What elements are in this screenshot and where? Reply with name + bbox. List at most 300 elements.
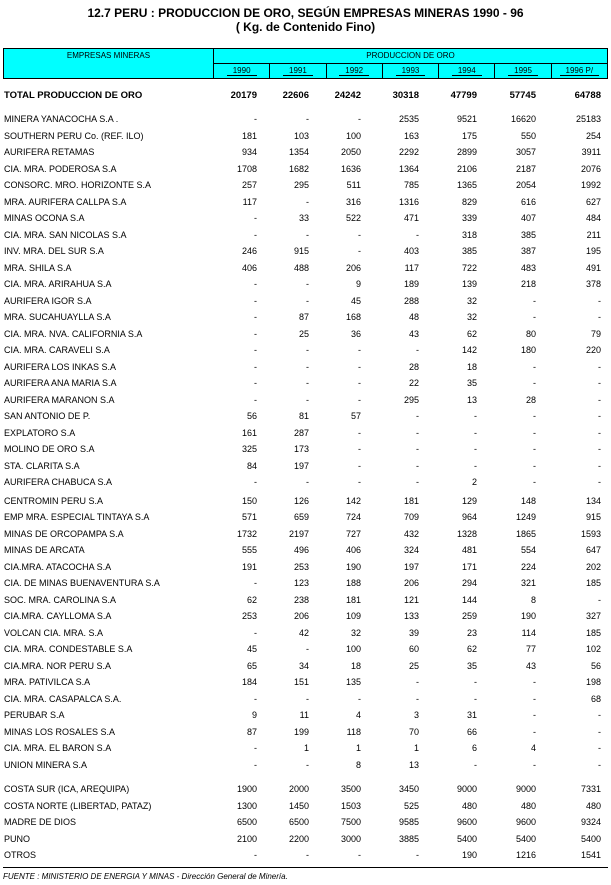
header-production: PRODUCCION DE ORO (214, 49, 607, 64)
value-cell: 4 (530, 743, 536, 753)
value-cell: - (358, 460, 361, 471)
company-name: CIA.MRA. NOR PERU S.A (4, 660, 112, 671)
company-name: AURIFERA CHABUCA S.A (4, 477, 113, 487)
value-cell: - (598, 477, 601, 487)
table-row (3, 327, 608, 343)
company-name: SOUTHERN PERU Co. (REF. ILO) (4, 130, 144, 141)
value-cell: - (598, 460, 601, 471)
table-row (3, 815, 608, 831)
value-cell: 1900 (236, 784, 257, 794)
value-cell: 133 (403, 611, 419, 621)
company-name: CONSORC. MRO. HORIZONTE S.A (4, 180, 152, 190)
value-cell: 253 (241, 611, 257, 621)
value-cell: - (306, 279, 309, 289)
value-cell: 43 (525, 660, 536, 671)
value-cell: 488 (293, 262, 309, 273)
value-cell: 134 (585, 495, 601, 506)
value-cell: 3885 (398, 833, 419, 844)
value-cell: - (474, 444, 477, 454)
value-cell: - (533, 477, 536, 487)
company-name: VOLCAN CIA. MRA. S.A (4, 627, 104, 638)
table-row (3, 277, 608, 293)
value-cell: - (533, 710, 536, 720)
value-cell: 9600 (515, 817, 536, 827)
company-name: AURIFERA ANA MARIA S.A (4, 378, 117, 388)
company-name: SOC. MRA. CAROLINA S.A (4, 594, 117, 605)
value-cell: 1316 (398, 196, 419, 207)
table-row (3, 708, 608, 724)
value-cell: 7500 (340, 817, 361, 827)
value-cell: - (306, 378, 309, 388)
value-cell: - (358, 345, 361, 355)
value-cell: - (254, 114, 257, 124)
value-cell: - (306, 693, 309, 704)
value-cell: 184 (241, 677, 257, 687)
value-cell: - (358, 246, 361, 256)
company-name: AURIFERA MARANON S.A (4, 394, 115, 405)
table-row (3, 626, 608, 642)
value-cell: 2899 (456, 147, 477, 157)
company-name: PUNO (4, 833, 31, 844)
value-cell: - (533, 693, 536, 704)
value-cell: - (533, 295, 536, 306)
value-cell: 121 (403, 594, 419, 605)
value-cell: - (416, 850, 419, 860)
value-cell: 324 (403, 545, 419, 555)
value-cell: - (416, 444, 419, 454)
value-cell: 1992 (580, 180, 601, 190)
value-cell: 407 (520, 213, 536, 223)
value-cell: - (533, 378, 536, 388)
total-row (3, 88, 608, 104)
table-row (3, 145, 608, 161)
value-cell: 321 (520, 578, 536, 588)
value-cell: 555 (241, 545, 257, 555)
value-cell: 3 (413, 710, 419, 720)
value-cell: 18 (350, 660, 361, 671)
value-cell: 432 (403, 528, 419, 539)
table-row (3, 112, 608, 128)
value-cell: - (306, 477, 309, 487)
company-name: EXPLATORO S.A (4, 427, 76, 438)
source-note: FUENTE : MINISTERIO DE ENERGIA Y MINAS - Dirección General de Minería. (3, 872, 288, 881)
value-cell: - (474, 759, 477, 770)
value-cell: 32 (350, 627, 361, 638)
table-row (3, 195, 608, 211)
value-cell: 22606 (282, 90, 309, 101)
company-name: CIA. MRA. CARAVELI S.A (4, 345, 110, 355)
value-cell: 722 (461, 262, 477, 273)
table-row (3, 593, 608, 609)
value-cell: 220 (585, 345, 601, 355)
table-row (3, 642, 608, 658)
value-cell: 1300 (236, 800, 257, 811)
value-cell: - (306, 114, 309, 124)
table-row (3, 741, 608, 757)
value-cell: 785 (403, 180, 419, 190)
company-name: OTROS (4, 850, 37, 860)
value-cell: 318 (461, 229, 477, 240)
value-cell: 23 (466, 627, 477, 638)
value-cell: 259 (461, 611, 477, 621)
value-cell: - (254, 394, 257, 405)
company-name: INV. MRA. DEL SUR S.A (4, 246, 104, 256)
value-cell: 5400 (456, 833, 477, 844)
value-cell: 1593 (580, 528, 601, 539)
table-row (3, 510, 608, 526)
value-cell: 2076 (580, 163, 601, 174)
value-cell: 199 (293, 726, 309, 737)
value-cell: 65 (246, 660, 257, 671)
value-cell: 163 (403, 130, 419, 141)
value-cell: - (358, 477, 361, 487)
header-years (214, 64, 607, 78)
table-row (3, 543, 608, 559)
value-cell: 151 (293, 677, 309, 687)
value-cell: 42 (298, 627, 309, 638)
company-name: MRA. PATIVILCA S.A (4, 677, 91, 687)
value-cell: - (598, 394, 601, 405)
value-cell: 2187 (515, 163, 536, 174)
value-cell: 287 (293, 427, 309, 438)
value-cell: 2100 (236, 833, 257, 844)
page-subtitle: ( Kg. de Contenido Fino) (235, 20, 376, 34)
value-cell: 100 (345, 130, 361, 141)
value-cell: 1541 (580, 850, 601, 860)
value-cell: - (416, 345, 419, 355)
value-cell: 190 (520, 611, 536, 621)
value-cell: 5400 (515, 833, 536, 844)
value-cell: 294 (461, 578, 477, 588)
value-cell: 118 (346, 726, 361, 737)
value-cell: 198 (585, 677, 601, 687)
value-cell: 385 (520, 229, 536, 240)
value-cell: - (254, 345, 257, 355)
value-cell: 647 (585, 545, 601, 555)
value-cell: - (306, 644, 309, 654)
value-cell: 31 (466, 710, 477, 720)
value-cell: 33 (298, 213, 309, 223)
value-cell: 28 (525, 394, 536, 405)
table-row (3, 692, 608, 708)
value-cell: 387 (520, 246, 536, 256)
company-name: TOTAL PRODUCCION DE ORO (4, 90, 143, 101)
value-cell: - (358, 693, 361, 704)
value-cell: 253 (293, 561, 309, 572)
table-row (3, 848, 608, 864)
table-row (3, 758, 608, 774)
value-cell: 135 (345, 677, 361, 687)
value-cell: 471 (403, 213, 419, 223)
value-cell: 385 (461, 246, 477, 256)
value-cell: 185 (585, 627, 601, 638)
value-cell: 32 (466, 295, 477, 306)
value-cell: - (306, 759, 309, 770)
value-cell: 197 (403, 561, 419, 572)
value-cell: 288 (403, 295, 419, 306)
value-cell: 62 (246, 594, 257, 605)
value-cell: 211 (586, 229, 601, 240)
value-cell: 25183 (575, 114, 601, 124)
value-cell: 206 (345, 262, 361, 273)
company-name: AURIFERA LOS INKAS S.A (4, 361, 117, 372)
value-cell: 161 (241, 427, 257, 438)
value-cell: - (306, 394, 309, 405)
value-cell: 35 (466, 660, 477, 671)
value-cell: 100 (345, 644, 361, 654)
value-cell: 43 (408, 328, 419, 339)
value-cell: - (254, 477, 257, 487)
table-row (3, 228, 608, 244)
value-cell: - (533, 726, 536, 737)
company-name: CIA. DE MINAS BUENAVENTURA S.A (4, 578, 160, 588)
value-cell: - (533, 312, 536, 322)
value-cell: 491 (585, 262, 601, 273)
value-cell: 57745 (509, 90, 536, 101)
value-cell: 45 (350, 295, 361, 306)
value-cell: 1 (413, 743, 419, 753)
value-cell: - (254, 328, 257, 339)
value-cell: 142 (345, 495, 361, 506)
company-name: MINERA YANACOCHA S.A . (4, 114, 119, 124)
value-cell: - (416, 229, 419, 240)
table-row (3, 294, 608, 310)
value-cell: 117 (242, 196, 257, 207)
value-cell: - (254, 361, 257, 372)
value-cell: 403 (403, 246, 419, 256)
value-cell: - (254, 312, 257, 322)
value-cell: - (474, 693, 477, 704)
value-cell: 202 (585, 561, 601, 572)
value-cell: - (306, 345, 309, 355)
value-cell: 56 (246, 411, 257, 421)
table-row (3, 360, 608, 376)
value-cell: 378 (585, 279, 601, 289)
value-cell: - (358, 850, 361, 860)
value-cell: 36 (350, 328, 361, 339)
table-row (3, 343, 608, 359)
value-cell: 1450 (288, 800, 309, 811)
value-cell: - (598, 312, 601, 322)
value-cell: 406 (241, 262, 257, 273)
company-name: MINAS OCONA S.A (4, 213, 85, 223)
value-cell: 206 (293, 611, 309, 621)
value-cell: - (416, 477, 419, 487)
value-cell: 126 (293, 495, 309, 506)
value-cell: 190 (461, 850, 477, 860)
company-name: SAN ANTONIO DE P. (4, 411, 91, 421)
year-header: 1996 P/ (552, 64, 607, 78)
value-cell: 197 (293, 460, 309, 471)
value-cell: 117 (404, 262, 419, 273)
value-cell: 189 (403, 279, 419, 289)
page-title: 12.7 PERU : PRODUCCION DE ORO, SEGÚN EMPRESAS MINERAS 1990 - 96 (87, 6, 524, 20)
table-row (3, 725, 608, 741)
value-cell: 481 (461, 545, 477, 555)
table-row (3, 659, 608, 675)
value-cell: 57 (350, 411, 361, 421)
table-row (3, 244, 608, 260)
value-cell: 1364 (398, 163, 419, 174)
year-header: 1993 (383, 64, 439, 78)
company-name: CIA. MRA. SAN NICOLAS S.A (4, 229, 127, 240)
table-row (3, 409, 608, 425)
value-cell: 1249 (515, 512, 536, 522)
company-name: MINAS DE ORCOPAMPA S.A (4, 528, 124, 539)
value-cell: 915 (585, 512, 601, 522)
value-cell: 13 (408, 759, 419, 770)
table-row (3, 129, 608, 145)
value-cell: 66 (466, 726, 477, 737)
table-row (3, 609, 608, 625)
value-cell: 188 (345, 578, 361, 588)
company-name: MRA. SHILA S.A (4, 262, 72, 273)
value-cell: 218 (520, 279, 536, 289)
company-name: MOLINO DE ORO S.A (4, 444, 95, 454)
value-cell: 295 (403, 394, 419, 405)
table-row (3, 162, 608, 178)
value-cell: 185 (585, 578, 601, 588)
value-cell: 87 (298, 312, 309, 322)
value-cell: 483 (520, 262, 536, 273)
value-cell: 1503 (340, 800, 361, 811)
value-cell: 3911 (581, 147, 601, 157)
table-row (3, 560, 608, 576)
value-cell: 484 (585, 213, 601, 223)
company-name: AURIFERA IGOR S.A (4, 295, 92, 306)
value-cell: - (598, 411, 601, 421)
value-cell: - (416, 427, 419, 438)
table-row (3, 527, 608, 543)
value-cell: 80 (525, 328, 536, 339)
value-cell: 3057 (515, 147, 536, 157)
value-cell: - (306, 850, 309, 860)
value-cell: 144 (461, 594, 477, 605)
value-cell: 62 (466, 328, 477, 339)
table-row (3, 376, 608, 392)
value-cell: 25 (408, 660, 419, 671)
value-cell: - (533, 677, 536, 687)
company-name: COSTA SUR (ICA, AREQUIPA) (4, 784, 130, 794)
value-cell: - (306, 196, 309, 207)
value-cell: 1732 (236, 528, 257, 539)
table-row (3, 832, 608, 848)
table-row (3, 782, 608, 798)
value-cell: - (474, 427, 477, 438)
value-cell: 173 (293, 444, 309, 454)
value-cell: - (254, 295, 257, 306)
value-cell: 571 (241, 512, 257, 522)
value-cell: 28 (408, 361, 419, 372)
value-cell: 1 (355, 743, 361, 753)
value-cell: 1354 (288, 147, 309, 157)
value-cell: 35 (466, 378, 477, 388)
value-cell: 9000 (515, 784, 536, 794)
year-header: 1992 (327, 64, 383, 78)
value-cell: - (254, 627, 257, 638)
value-cell: 339 (461, 213, 477, 223)
table-row (3, 475, 608, 491)
value-cell: - (358, 394, 361, 405)
value-cell: 206 (403, 578, 419, 588)
company-name: CIA. MRA. ARIRAHUA S.A (4, 279, 112, 289)
value-cell: 181 (241, 130, 257, 141)
value-cell: - (598, 710, 601, 720)
value-cell: 87 (246, 726, 257, 737)
value-cell: 709 (403, 512, 419, 522)
company-name: CIA. MRA. EL BARON S.A (4, 743, 112, 753)
value-cell: 257 (241, 180, 257, 190)
value-cell: 9600 (456, 817, 477, 827)
value-cell: 60 (408, 644, 419, 654)
value-cell: 1682 (288, 163, 309, 174)
value-cell: 1365 (456, 180, 477, 190)
value-cell: 16620 (510, 114, 536, 124)
value-cell: 68 (590, 693, 601, 704)
year-header: 1991 (270, 64, 326, 78)
company-name: CIA. MRA. NVA. CALIFORNIA S.A (4, 328, 143, 339)
value-cell: 77 (525, 644, 536, 654)
value-cell: 9521 (456, 114, 477, 124)
value-cell: - (358, 229, 361, 240)
value-cell: 480 (461, 800, 477, 811)
value-cell: - (254, 578, 257, 588)
table-row (3, 393, 608, 409)
value-cell: 246 (241, 246, 257, 256)
value-cell: 224 (520, 561, 536, 572)
value-cell: 9 (355, 279, 361, 289)
value-cell: 191 (241, 561, 257, 572)
value-cell: - (598, 759, 601, 770)
value-cell: - (533, 759, 536, 770)
value-cell: 2535 (398, 114, 419, 124)
value-cell: 6500 (288, 817, 309, 827)
company-name: MADRE DE DIOS (4, 817, 77, 827)
value-cell: 142 (461, 345, 477, 355)
company-name: CENTROMIN PERU S.A (4, 495, 104, 506)
value-cell: 2050 (340, 147, 361, 157)
company-name: STA. CLARITA S.A (4, 460, 80, 471)
value-cell: 1 (303, 743, 309, 753)
company-name: MRA. SUCAHUAYLLA S.A (4, 312, 111, 322)
value-cell: 915 (293, 246, 309, 256)
value-cell: 48 (408, 312, 419, 322)
value-cell: - (598, 361, 601, 372)
company-name: PERUBAR S.A (4, 710, 65, 720)
value-cell: 254 (585, 130, 601, 141)
value-cell: 406 (345, 545, 361, 555)
value-cell: - (254, 213, 257, 223)
value-cell: 2 (471, 477, 477, 487)
year-header: 1994 (439, 64, 495, 78)
value-cell: 8 (530, 594, 536, 605)
value-cell: 180 (520, 345, 536, 355)
value-cell: - (598, 594, 601, 605)
value-cell: 238 (293, 594, 309, 605)
table-row (3, 310, 608, 326)
value-cell: 295 (293, 180, 309, 190)
value-cell: 8 (355, 759, 361, 770)
value-cell: 20179 (230, 90, 257, 101)
value-cell: 3450 (398, 784, 419, 794)
company-name: CIA.MRA. ATACOCHA S.A (4, 561, 112, 572)
value-cell: - (358, 427, 361, 438)
table-row (3, 261, 608, 277)
header-companies: EMPRESAS MINERAS (4, 49, 214, 78)
value-cell: 150 (241, 495, 257, 506)
table-header (3, 48, 608, 79)
value-cell: 1636 (340, 163, 361, 174)
